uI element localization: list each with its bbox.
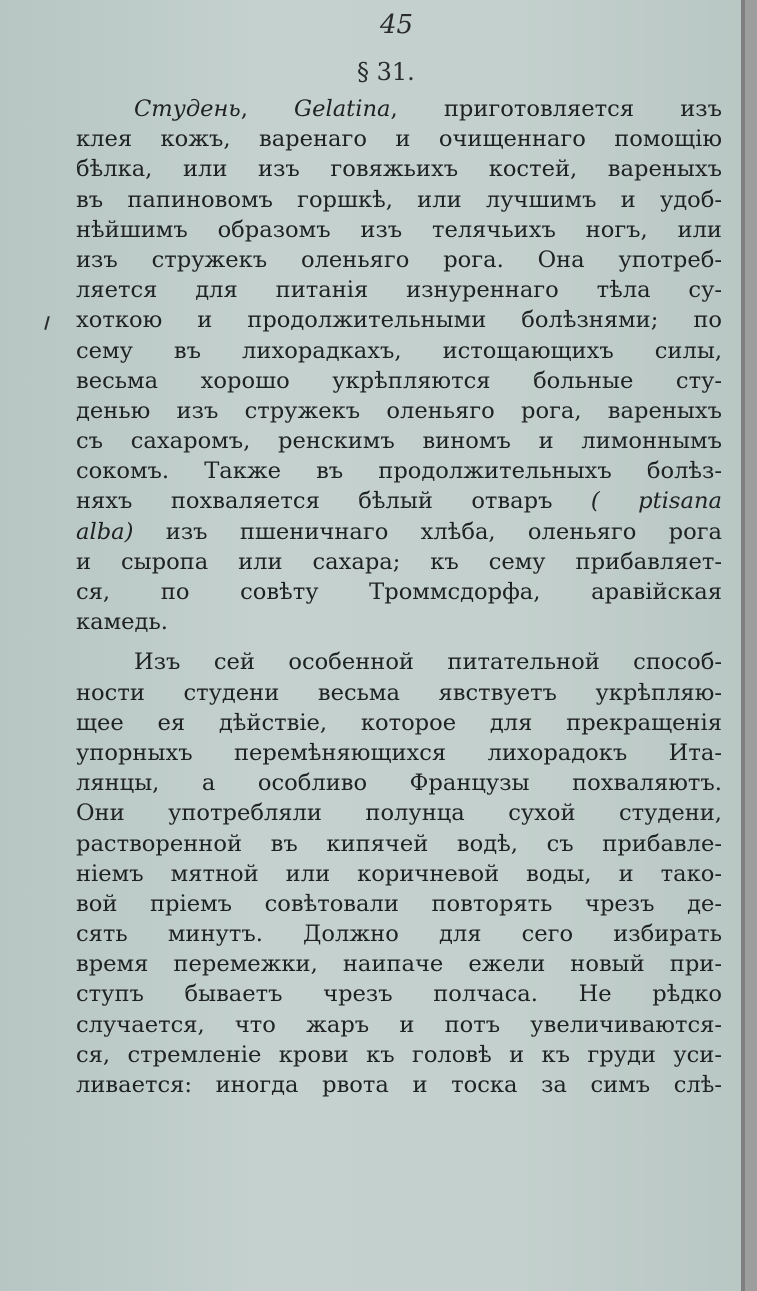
body-text xyxy=(76,94,722,1100)
text-line: и сыропа или сахара; къ сему прибавляет- xyxy=(76,548,722,575)
text-line: вой пріемъ совѣтовали повторять чрезъ де- xyxy=(76,890,722,917)
text-line: ливается: иногда рвота и тоска за симъ слѣ- xyxy=(76,1072,722,1098)
text-line: щее ея дѣйствіе, которое для прекращенія xyxy=(76,709,722,736)
line-rest: изъ пшеничнаго хлѣба, оленьяго рога xyxy=(165,518,723,545)
paragraph-2 xyxy=(76,647,722,1100)
lead-latin-term: Gelatina xyxy=(294,96,391,122)
paragraph-1 xyxy=(76,94,722,637)
text-line xyxy=(76,486,722,516)
text-line: ности студени весьма явствуетъ укрѣпляю- xyxy=(76,679,722,706)
text-line: случается, что жаръ и потъ увеличиваются- xyxy=(76,1011,722,1038)
text-line: упорныхъ перемѣняющихся лихорадокъ Ита- xyxy=(76,739,722,766)
paragraph-gap xyxy=(76,637,722,647)
latin-term: ( ptisana xyxy=(590,488,722,515)
text-line: въ папиновомъ горшкѣ, или лучшимъ и удоб- xyxy=(76,186,722,213)
text-line: ступъ бываетъ чрезъ полчаса. Не рѣдко xyxy=(76,981,722,1008)
text-line: камедь. xyxy=(76,609,168,636)
text-line: изъ стружекъ оленьяго рога. Она употреб- xyxy=(76,246,722,273)
text-line: хоткою и продолжительными болѣзнями; по xyxy=(76,307,722,334)
text-line: сять минутъ. Должно для сего избирать xyxy=(76,921,722,948)
text-line: растворенной въ кипячей водѣ, съ прибавле- xyxy=(76,830,722,857)
page-number: 45 xyxy=(380,10,414,40)
lead-term: Студень xyxy=(134,96,241,122)
text-line: ляется для питанія изнуреннаго тѣла су- xyxy=(76,277,722,304)
text-line: съ сахаромъ, ренскимъ виномъ и лимоннымъ xyxy=(76,428,722,455)
latin-term: alba) xyxy=(76,518,134,545)
text-line: Студень, Gelatina, приготовляется изъ xyxy=(134,96,722,122)
text-line: бѣлка, или изъ говяжьихъ костей, вареныхъ xyxy=(76,156,722,183)
text-line xyxy=(76,517,722,547)
text-line: лянцы, а особливо Французы похваляютъ. xyxy=(76,770,722,797)
text-line: весьма хорошо укрѣпляются больные сту- xyxy=(76,367,722,394)
text-line: ся, стремленіе крови къ головѣ и къ груди уси- xyxy=(76,1041,722,1068)
line-start: няхъ похваляется бѣлый отваръ xyxy=(76,488,553,515)
text-line: сему въ лихорадкахъ, истощающихъ силы, xyxy=(76,337,722,364)
text-line: Изъ сей особенной питательной способ- xyxy=(134,649,722,676)
text-line: нѣйшимъ образомъ изъ телячьихъ ногъ, или xyxy=(76,216,722,243)
text-line: денью изъ стружекъ оленьяго рога, вареныхъ xyxy=(76,397,722,424)
text-line: ніемъ мятной или коричневой воды, и тако- xyxy=(76,860,722,887)
line-rest: , приготовляется изъ xyxy=(390,96,722,122)
text-line: ся, по совѣту Троммсдорфа, аравійская xyxy=(76,579,722,605)
text-line: Они употребляли полунца сухой студени, xyxy=(76,800,722,827)
text-line: клея кожъ, варенаго и очищеннаго помощію xyxy=(76,126,722,153)
margin-mark xyxy=(44,316,50,330)
text-line: сокомъ. Также въ продолжительныхъ болѣз- xyxy=(76,458,722,485)
section-heading: § 31. xyxy=(357,58,415,86)
text-line: время перемежки, наипаче ежели новый при- xyxy=(76,951,722,978)
